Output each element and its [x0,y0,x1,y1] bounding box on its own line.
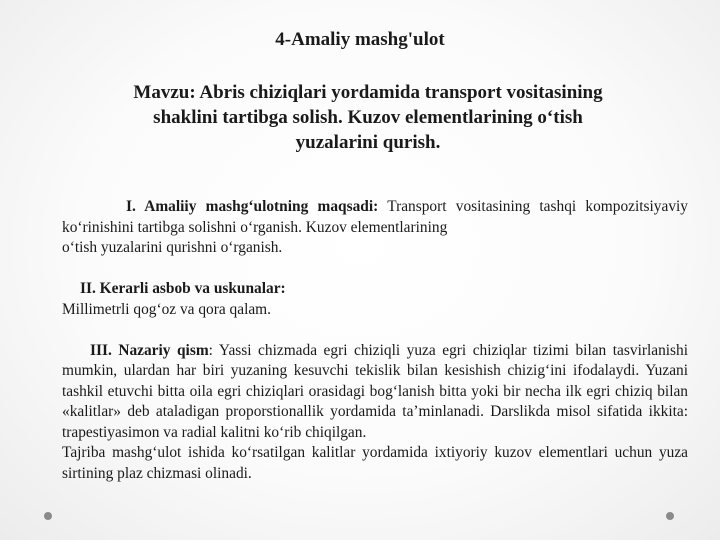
slide-dot-right [666,512,674,520]
section-practice: Tajriba mashg‘ulot ishida ko‘rsatilgan kalitlar yordamida ixtiyoriy kuzov elementlari uchun yuza sirtining plaz chizmasi olinadi. [62,444,688,482]
goal-heading: I. Amaliiy mashg‘ulotning maqsadi: [126,198,379,215]
section-theory [62,341,688,444]
section-tools [62,279,688,300]
page-title: 4-Amaliy mashg'ulot [275,29,445,50]
spacer [62,259,688,280]
theory-text: : Yassi chizmada egri chiziqli yuza egri chiziqlar tizimi bilan tasvirlanishi mumkin, ulardan har biri yuzaning kesuvchi tekislik bilan kesishish chizig‘ini ifodalaydi. Yuzani tashkil etuvchi bitta oila egri chiziqlari orasidagi bog‘lanish bitta yoki bir necha ilk egri chiziq bilan «kalitlar» deb ataladigan proporstionallik yordamida ta’minlanadi. Darslikda misol sifatida ikkita: trapestiyasimon va radial kalitni ko‘rib chiqilgan. [62,341,689,441]
tools-text: Millimetrli qog‘oz va qora qalam. [62,300,271,318]
spacer [62,320,688,341]
tools-heading: II. Kerarli asbob va uskunalar: [80,280,286,297]
goal-text-end: o‘tish yuzalarini qurishni o‘rganish. [62,239,283,256]
section-goal [62,197,688,259]
topic-line-2: shaklini tartibga solish. Kuzov elementlarining o‘tish [153,107,583,128]
topic-line-1: Mavzu: Abris chiziqlari yordamida transport vositasining [133,82,603,103]
document-body [62,197,688,484]
topic-line-3: yuzalarini qurish. [295,132,441,153]
theory-heading: III. Nazariy qism [90,341,209,359]
slide-dot-left [44,512,52,520]
topic-heading [80,80,656,155]
goal-text: Transport vositasining tashqi kompozitsiyaviy ko‘rinishini tartibga solishni o‘rganish. Kuzov elementlarining [62,198,689,236]
